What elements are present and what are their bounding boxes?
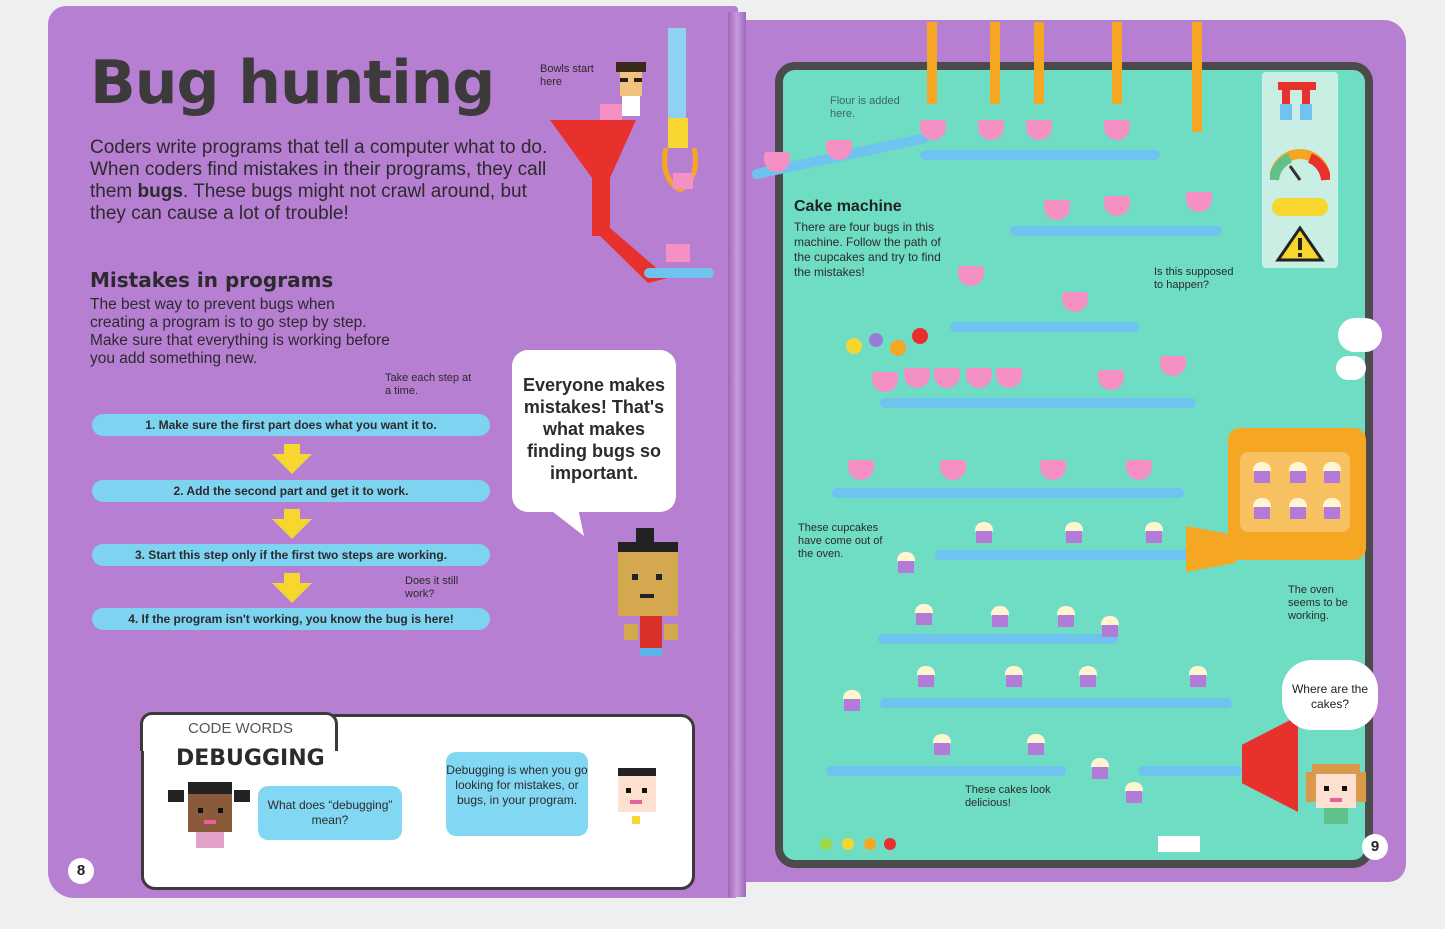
delicious-note: These cakes look delicious! — [965, 784, 1051, 809]
cupcake — [1090, 758, 1110, 780]
code-word-title: DEBUGGING — [176, 746, 325, 771]
cupcake — [1322, 462, 1342, 484]
conveyor-belt — [826, 766, 1066, 776]
steam-cloud — [1336, 356, 1366, 380]
where-cakes-bubble: Where are the cakes? — [1291, 682, 1369, 711]
mistakes-body: The best way to prevent bugs when creating a program is to go step by step. Make sure that everything is working before you add something new. — [90, 296, 390, 367]
cupcake — [1188, 666, 1208, 688]
boy-character-icon — [612, 768, 662, 838]
cupcake — [1078, 666, 1098, 688]
flour-pipe — [1192, 22, 1202, 132]
cupcake — [990, 606, 1010, 628]
cupcake — [842, 690, 862, 712]
cupcake — [1026, 734, 1046, 756]
does-it-work-note: Does it still work? — [405, 575, 459, 600]
cupcake — [1288, 462, 1308, 484]
page-number-right: 9 — [1362, 834, 1388, 860]
step-3: 3. Start this step only if the first two steps are working. — [92, 544, 490, 566]
funnel-icon — [548, 28, 728, 288]
flour-pipe — [1112, 22, 1122, 104]
steam-cloud — [1338, 318, 1382, 352]
cupcake — [1252, 498, 1272, 520]
conveyor-belt — [880, 698, 1232, 708]
girl-character-icon — [1306, 764, 1366, 828]
cupcake — [896, 552, 916, 574]
supposed-note: Is this supposed to happen? — [1154, 266, 1234, 291]
everyone-speech-bubble: Everyone makes mistakes! That's what makes finding bugs so important. — [512, 350, 676, 512]
cupcakes-oven-note: These cupcakes have come out of the oven. — [798, 522, 883, 560]
intro-text-pre: Coders write programs that tell a computer what to do. When coders find mistakes in their programs, they call them — [90, 137, 548, 202]
flour-pipe — [927, 22, 937, 104]
status-lights — [818, 834, 1208, 854]
down-arrow-icon — [272, 444, 312, 474]
cupcake — [1252, 462, 1272, 484]
intro-text-bold: bugs — [137, 181, 183, 202]
code-words-label: CODE WORDS — [188, 720, 293, 737]
conveyor-belt — [950, 322, 1140, 332]
step-1: 1. Make sure the first part does what you want it to. — [92, 414, 490, 436]
pixel-character-icon — [610, 528, 690, 660]
conveyor-belt — [1010, 226, 1222, 236]
cupcake — [1064, 522, 1084, 544]
step-2: 2. Add the second part and get it to work. — [92, 480, 490, 502]
cupcake — [1322, 498, 1342, 520]
down-arrow-icon — [272, 509, 312, 539]
conveyor-belt — [920, 150, 1160, 160]
cupcake — [974, 522, 994, 544]
flour-note: Flour is added here. — [830, 95, 900, 120]
intro-text-post: . These bugs might not crawl around, but they can cause a lot of trouble! — [90, 181, 527, 224]
page-title: Bug hunting — [90, 48, 495, 118]
flower-icon — [842, 326, 942, 366]
answer-speech-bubble: Debugging is when you go looking for mistakes, or bugs, in your program. — [446, 752, 588, 836]
oven-working-note: The oven seems to be working. — [1288, 584, 1348, 622]
book-spine — [728, 12, 746, 897]
page-number-left: 8 — [68, 858, 94, 884]
down-arrow-icon — [272, 573, 312, 603]
cupcake — [916, 666, 936, 688]
conveyor-belt — [880, 398, 1196, 408]
cupcake — [1124, 782, 1144, 804]
conveyor-belt — [878, 634, 1118, 644]
question-speech-bubble: What does “debugging” mean? — [258, 786, 402, 840]
cake-machine-heading: Cake machine — [794, 198, 902, 215]
take-each-step-note: Take each step at a time. — [385, 372, 472, 397]
flour-pipe — [990, 22, 1000, 104]
cupcake — [1056, 606, 1076, 628]
cake-machine-body: There are four bugs in this machine. Follow the path of the cupcakes and try to find the mistakes! — [794, 220, 941, 279]
mistakes-heading: Mistakes in programs — [90, 268, 334, 292]
cupcake — [932, 734, 952, 756]
cupcake — [1288, 498, 1308, 520]
bowls-start-note: Bowls start here — [540, 63, 594, 88]
control-panel-icons — [1270, 80, 1330, 264]
step-4: 4. If the program isn't working, you know the bug is here! — [92, 608, 490, 630]
intro-paragraph — [90, 137, 560, 225]
girl-character-icon — [168, 782, 252, 852]
conveyor-belt — [832, 488, 1184, 498]
flour-pipe — [1034, 22, 1044, 104]
conveyor-belt — [1138, 766, 1242, 776]
cupcake — [1100, 616, 1120, 638]
conveyor-belt — [935, 550, 1191, 560]
cupcake — [1144, 522, 1164, 544]
cupcake — [914, 604, 934, 626]
cupcake — [1004, 666, 1024, 688]
bubble-tail-icon — [548, 508, 588, 538]
